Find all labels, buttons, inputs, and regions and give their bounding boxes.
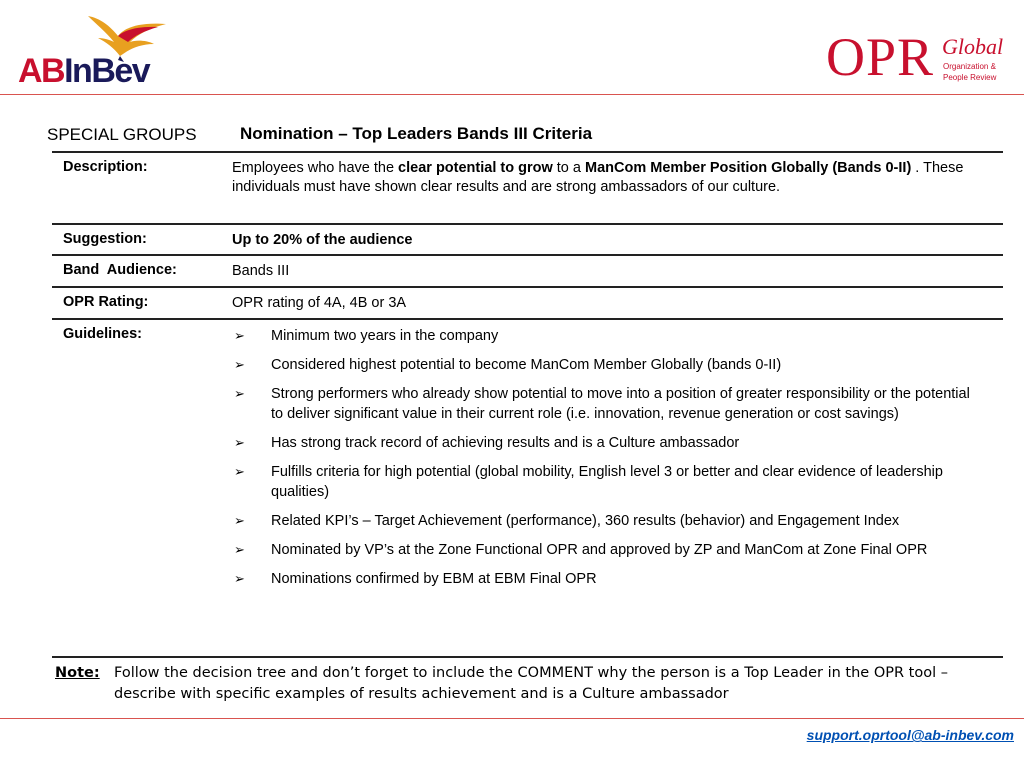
list-item: ➢ Related KPI’s – Target Achievement (performance), 360 results (behavior) and Engagement Index xyxy=(234,513,900,529)
suggestion-value: Up to 20% of the audience xyxy=(232,232,413,248)
header xyxy=(0,0,1024,94)
abinbev-wordmark: ABInBev xyxy=(18,52,150,90)
opr-global-logo xyxy=(826,27,1021,90)
abinbev-logo xyxy=(14,12,174,88)
description-value: Employees who have the clear potential to grow to a ManCom Member Position Globally (Bands 0-II) . These individuals must have shown clear results and are strong ambassadors of our culture. xyxy=(232,160,964,195)
opr-global-text: Global xyxy=(942,34,1004,59)
arrow-bullet-icon: ➢ xyxy=(234,435,245,450)
suggestion-label: Suggestion: xyxy=(63,231,147,247)
band-audience-row xyxy=(52,254,1003,286)
note-text: Follow the decision tree and don’t forget to include the COMMENT why the person is a Top Leader in the OPR tool – describe with specific examples of results achievement and is a Culture ambassador xyxy=(114,665,948,702)
page-title: Nomination – Top Leaders Bands III Criteria xyxy=(240,124,593,143)
guidelines-row xyxy=(52,318,1003,658)
arrow-bullet-icon: ➢ xyxy=(234,357,245,372)
opr-rating-row xyxy=(52,286,1003,318)
opr-rating-label: OPR Rating: xyxy=(63,294,149,310)
note-label: Note: xyxy=(55,665,100,681)
footer-divider xyxy=(0,718,1024,719)
description-row xyxy=(52,151,1003,223)
list-item: ➢ Minimum two years in the company xyxy=(234,328,499,344)
list-item: ➢ Nominated by VP’s at the Zone Functional OPR and approved by ZP and ManCom at Zone Final OPR xyxy=(234,542,928,558)
arrow-bullet-icon: ➢ xyxy=(234,464,245,479)
list-item: ➢ Has strong track record of achieving results and is a Culture ambassador xyxy=(234,435,740,451)
arrow-bullet-icon: ➢ xyxy=(234,571,245,586)
description-label: Description: xyxy=(63,159,148,175)
opr-wordmark: OPR xyxy=(826,27,935,87)
opr-subtitle: Organization & People Review xyxy=(943,62,997,82)
list-item: ➢ Considered highest potential to become ManCom Member Globally (bands 0-II) xyxy=(234,357,782,373)
criteria-table xyxy=(52,151,1003,658)
arrow-bullet-icon: ➢ xyxy=(234,328,245,343)
list-item: ➢ Nominations confirmed by EBM at EBM Final OPR xyxy=(234,571,597,587)
header-divider xyxy=(0,94,1024,95)
arrow-bullet-icon: ➢ xyxy=(234,386,245,401)
band-audience-label: Band Audience: xyxy=(63,262,177,278)
list-item: ➢ Strong performers who already show potential to move into a position of greater responsibility or the potential to deliver significant value in their current role (i.e. innovation, revenue generation or cost savings) xyxy=(234,386,970,422)
arrow-bullet-icon: ➢ xyxy=(234,542,245,557)
arrow-bullet-icon: ➢ xyxy=(234,513,245,528)
band-audience-value: Bands III xyxy=(232,263,290,279)
list-item: ➢ Fulfills criteria for high potential (global mobility, English level 3 or better and clear evidence of leadership qualities) xyxy=(234,464,943,500)
guidelines-list xyxy=(232,326,982,598)
special-groups-label: SPECIAL GROUPS xyxy=(47,125,197,144)
note xyxy=(55,663,995,705)
support-email-link[interactable]: support.oprtool@ab-inbev.com xyxy=(806,727,1014,743)
suggestion-row xyxy=(52,223,1003,254)
opr-rating-value: OPR rating of 4A, 4B or 3A xyxy=(232,295,407,311)
guidelines-label: Guidelines: xyxy=(63,326,142,342)
